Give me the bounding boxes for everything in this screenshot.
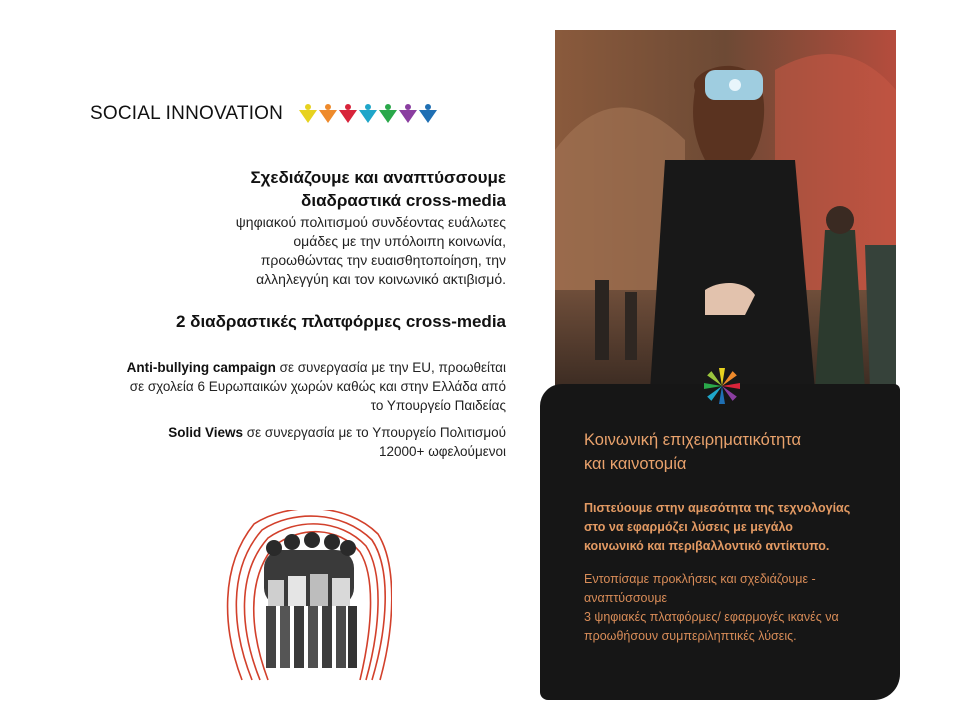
people-silhouettes [264, 532, 357, 668]
intro-body-line: αλληλεγγύη και τον κοινωνικό ακτιβισμό. [256, 271, 506, 287]
vr-headset-photo [555, 30, 896, 390]
brand-header [90, 103, 439, 125]
platform-desc: σε συνεργασία με το Υπουργείο Πολιτισμού [243, 425, 506, 440]
intro-body-line: ομάδες με την υπόλοιπη κοινωνία, [293, 233, 506, 249]
person-icon-1 [299, 104, 317, 123]
platform-item-solid-views [80, 423, 506, 461]
intro-body-line: ψηφιακού πολιτισμού συνδέοντας ευάλωτες [235, 214, 506, 230]
platform-line [80, 423, 506, 442]
panel-description-line: 3 ψηφιακές πλατφόρμες/ εφαρμογές ικανές να [584, 610, 839, 624]
panel-statement-line: στο να εφαρμόζει λύσεις με μεγάλο [584, 520, 793, 534]
platform-desc: σε συνεργασία με την EU, προωθείται [275, 360, 506, 375]
platform-line: το Υπουργείο Παιδείας [370, 398, 506, 413]
intro-body [80, 213, 506, 289]
person-icon-6 [399, 104, 417, 123]
platform-name: Solid Views [168, 425, 244, 440]
group-huddle-image [222, 510, 392, 685]
panel-description-line: προωθήσουν συμπεριληπτικές λύσεις. [584, 629, 797, 643]
people-icons [299, 103, 439, 125]
panel-title-line-1: Κοινωνική επιχειρηματικότητα [584, 431, 802, 449]
intro-heading [80, 166, 506, 212]
panel-title-line-2: και καινοτομία [584, 455, 687, 473]
panel-title [584, 428, 884, 476]
panel-statement-line: Πιστεύουμε στην αμεσότητα της τεχνολογίας [584, 501, 851, 515]
panel-statement [584, 499, 894, 556]
platform-name: Anti-bullying campaign [126, 360, 276, 375]
vr-photo-illustration [555, 30, 896, 390]
panel-description-line: αναπτύσσουμε [584, 591, 668, 605]
flower-logo-icon [698, 362, 746, 410]
platform-line: 12000+ ωφελούμενοι [379, 444, 506, 459]
platform-item-anti-bullying [80, 358, 506, 415]
brand-title: SOCIAL INNOVATION [90, 103, 284, 124]
intro-heading-line-2: διαδραστικά cross-media [301, 191, 506, 210]
panel-statement-line: κοινωνικό και περιβαλλοντικό αντίκτυπο. [584, 539, 830, 553]
panel-description [584, 570, 894, 646]
people-icons-svg [299, 103, 439, 125]
intro-heading-line-1: Σχεδιάζουμε και αναπτύσσουμε [250, 168, 506, 187]
platforms-heading: 2 διαδραστικές πλατφόρμες cross-media [175, 312, 506, 331]
person-icon-7 [419, 104, 437, 123]
person-icon-4 [359, 104, 377, 123]
person-icon-3 [339, 104, 357, 123]
intro-body-line: προωθώντας την ευαισθητοποίηση, την [260, 252, 506, 268]
platform-line: σε σχολεία 6 Ευρωπαικών χωρών καθώς και στην Ελλάδα από [129, 379, 506, 394]
person-icon-2 [319, 104, 337, 123]
panel-description-line: Εντοπίσαμε προκλήσεις και σχεδιάζουμε - [584, 572, 816, 586]
flower-petals [704, 368, 740, 404]
person-icon-5 [379, 104, 397, 123]
platform-line [80, 358, 506, 377]
